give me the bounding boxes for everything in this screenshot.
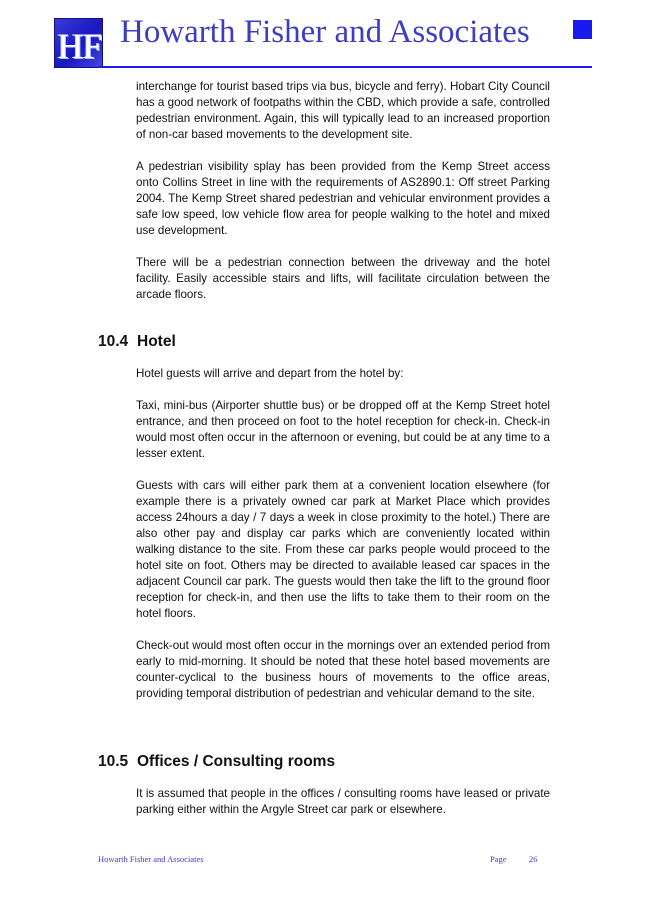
paragraph: Taxi, mini-bus (Airporter shuttle bus) or be dropped off at the Kemp Street hotel entrance, and then proceed on foot to the hotel reception for check-in. Check-in would most often occur in the afternoon or evening, but could be at any time to a lesser extent. [136,399,550,460]
footer-company: Howarth Fisher and Associates [98,854,204,864]
section-number: 10.4 [98,333,129,350]
section-title: Offices / Consulting rooms [137,753,336,770]
paragraph: It is assumed that people in the offices / consulting rooms have leased or private parking either within the Argyle Street car park or elsewhere. [136,787,550,816]
footer-page-number: 26 [529,854,538,864]
company-logo [54,18,103,68]
offices-text-block [136,786,550,834]
footer-page-label: Page [490,854,507,864]
section-heading-hotel [98,332,176,352]
paragraph: There will be a pedestrian connection between the driveway and the hotel facility. Easily accessible stairs and lifts, will facilitate circulation between the arcade floors. [136,256,550,301]
header-title: Howarth Fisher and Associates [120,14,530,50]
section-title: Hotel [137,333,176,350]
hotel-text-block [136,366,550,718]
header-divider [99,66,592,68]
section-heading-offices [98,752,335,772]
section-number: 10.5 [98,753,129,770]
paragraph: A pedestrian visibility splay has been provided from the Kemp Street access onto Collins Street in line with the requirements of AS2890.1: Off street Parking 2004. The Kemp Street shared pedestrian and vehicular environment provides a safe low speed, low vehicle flow area for people walking to the hotel and mixed use development. [136,160,550,237]
paragraph: interchange for tourist based trips via bus, bicycle and ferry). Hobart City Council has a good network of footpaths within the CBD, which provide a safe, controlled pedestrian environment. Again, this will typically lead to an increased proportion of non-car based movements to the development site. [136,80,550,141]
paragraph: Hotel guests will arrive and depart from the hotel by: [136,367,404,380]
logo-monogram: HF [57,26,102,66]
paragraph: Guests with cars will either park them at a convenient location elsewhere (for example there is a privately owned car park at Market Place which provides access 24hours a day / 7 days a week in close proximity to the hotel.) There are also other pay and display car parks which are conveniently located within walking distance to the site. From these car parks people would proceed to the hotel site on foot. Others may be directed to available leased car spaces in the adjacent Council car park. The guests would then take the lift to the ground floor reception for check-in, and then use the lifts to take them to their room on the hotel floors. [136,479,550,620]
paragraph: Check-out would most often occur in the mornings over an extended period from early to mid-morning. It should be noted that these hotel based movements are counter-cyclical to the business hours of movements to the office areas, providing temporal distribution of pedestrian and vehicular demand to the site. [136,639,550,700]
intro-text-block [136,79,550,319]
header-square-mark [573,20,592,39]
